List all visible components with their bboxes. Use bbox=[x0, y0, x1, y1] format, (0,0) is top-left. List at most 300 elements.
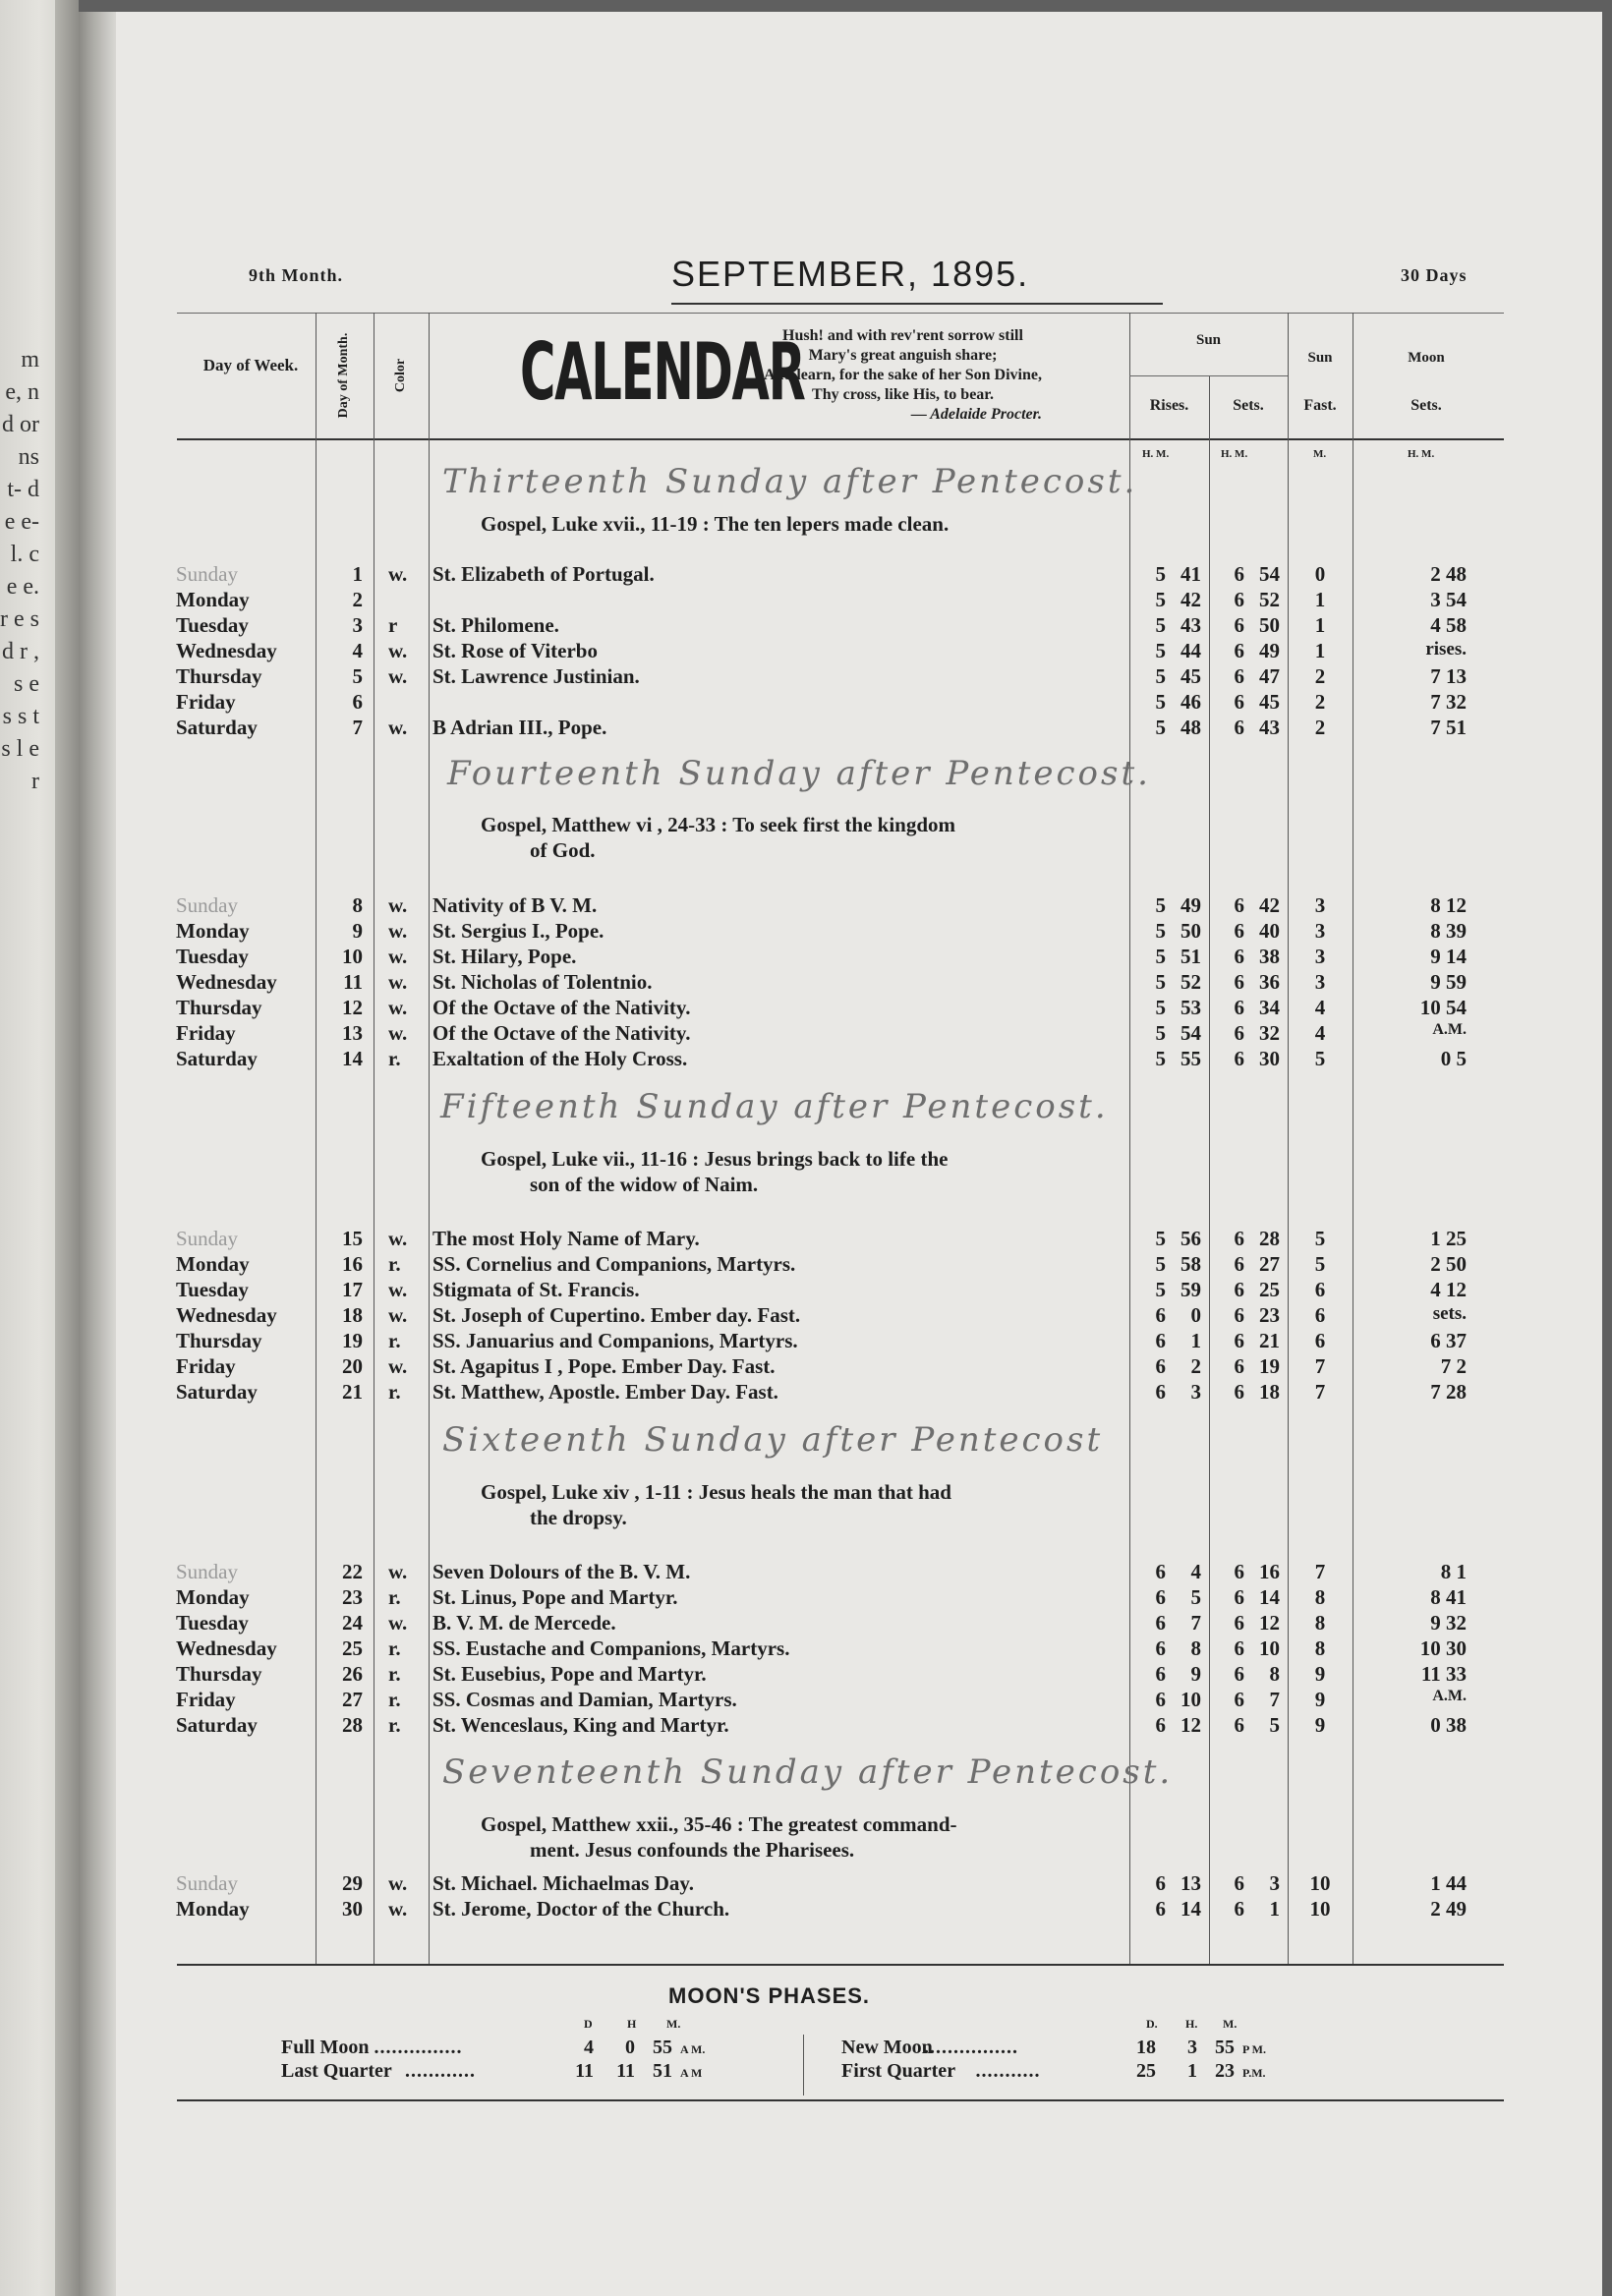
sunrise-hour: 6 bbox=[1155, 1585, 1166, 1609]
liturgical-color: w. bbox=[388, 996, 408, 1019]
sunset-minute: 30 bbox=[1259, 1047, 1280, 1070]
gospel-line: son of the widow of Naim. bbox=[530, 1173, 759, 1196]
sun-fast: 9 bbox=[1314, 1713, 1326, 1737]
sunset-hour: 6 bbox=[1234, 1560, 1244, 1583]
feast-name: Exaltation of the Holy Cross. bbox=[432, 1047, 688, 1070]
day-of-week: Wednesday bbox=[176, 1636, 277, 1660]
sets-units: H. M. bbox=[1221, 448, 1248, 460]
sunset-minute: 23 bbox=[1259, 1303, 1280, 1327]
sun-sets-header: Sets. bbox=[1233, 397, 1264, 414]
calendar-row bbox=[79, 1713, 1602, 1739]
sunrise-minute: 56 bbox=[1180, 1227, 1201, 1250]
day-of-month: 17 bbox=[342, 1278, 363, 1301]
moon-sets: 0 5 bbox=[1440, 1047, 1467, 1070]
calendar-row bbox=[79, 1871, 1602, 1897]
feast-name: SS. Cornelius and Companions, Martyrs. bbox=[432, 1252, 796, 1276]
day-of-week: Saturday bbox=[176, 1380, 258, 1404]
phase-h: 0 bbox=[625, 2037, 635, 2058]
liturgical-color: w. bbox=[388, 562, 408, 586]
liturgical-color: r. bbox=[388, 1380, 401, 1404]
sunrise-minute: 54 bbox=[1180, 1021, 1201, 1045]
sunrise-hour: 6 bbox=[1155, 1560, 1166, 1583]
day-of-week: Thursday bbox=[176, 1662, 262, 1686]
calendar-row bbox=[79, 613, 1602, 639]
calendar-page bbox=[79, 12, 1602, 2296]
sunrise-minute: 58 bbox=[1180, 1252, 1201, 1276]
liturgical-color: w. bbox=[388, 1227, 408, 1250]
calendar-row bbox=[79, 945, 1602, 970]
sunrise-minute: 52 bbox=[1180, 970, 1201, 994]
day-of-week: Wednesday bbox=[176, 970, 277, 994]
moon-sets: 6 37 bbox=[1430, 1329, 1467, 1352]
feast-name: Stigmata of St. Francis. bbox=[432, 1278, 640, 1301]
feast-name: St. Lawrence Justinian. bbox=[432, 664, 640, 688]
sunset-minute: 50 bbox=[1259, 613, 1280, 637]
sunset-hour: 6 bbox=[1234, 639, 1244, 662]
sun-fast: 6 bbox=[1314, 1329, 1326, 1352]
sun-fast: 10 bbox=[1309, 1897, 1331, 1921]
day-of-week-header: Day of Week. bbox=[202, 356, 299, 374]
phase-ampm: P.M. bbox=[1242, 2066, 1266, 2080]
moon-sets: 9 14 bbox=[1430, 945, 1467, 968]
moon-sets: A.M. bbox=[1432, 1688, 1467, 1704]
day-of-month: 7 bbox=[352, 716, 363, 739]
sun-fast-header-top: Sun bbox=[1307, 350, 1333, 366]
sun-fast: 3 bbox=[1314, 970, 1326, 994]
moon-sets: 9 32 bbox=[1430, 1611, 1467, 1635]
sunset-hour: 6 bbox=[1234, 1636, 1244, 1660]
sun-fast: 1 bbox=[1314, 588, 1326, 611]
calendar-row bbox=[79, 1047, 1602, 1072]
phase-unit-h: H. bbox=[1185, 2017, 1198, 2031]
feast-name: St. Michael. Michaelmas Day. bbox=[432, 1871, 694, 1895]
sunset-hour: 6 bbox=[1234, 1380, 1244, 1404]
day-of-month: 15 bbox=[342, 1227, 363, 1250]
day-of-month: 1 bbox=[352, 562, 363, 586]
sun-fast: 7 bbox=[1314, 1380, 1326, 1404]
sun-fast: 0 bbox=[1314, 562, 1326, 586]
day-of-week: Thursday bbox=[176, 664, 262, 688]
sunset-minute: 12 bbox=[1259, 1611, 1280, 1635]
liturgical-color: w. bbox=[388, 919, 408, 943]
phase-name: Full Moon bbox=[281, 2037, 370, 2058]
feast-name: St. Philomene. bbox=[432, 613, 559, 637]
phase-m: 55 bbox=[653, 2037, 672, 2058]
sunrise-minute: 44 bbox=[1180, 639, 1201, 662]
liturgical-color: w. bbox=[388, 1303, 408, 1327]
sunrise-hour: 6 bbox=[1155, 1329, 1166, 1352]
sun-fast: 3 bbox=[1314, 945, 1326, 968]
sunset-hour: 6 bbox=[1234, 716, 1244, 739]
day-of-week: Thursday bbox=[176, 996, 262, 1019]
phase-m: 51 bbox=[653, 2060, 672, 2082]
day-of-month: 18 bbox=[342, 1303, 363, 1327]
calendar-row bbox=[79, 1897, 1602, 1923]
moon-sets: 8 39 bbox=[1430, 919, 1467, 943]
sunset-minute: 36 bbox=[1259, 970, 1280, 994]
sunset-minute: 8 bbox=[1269, 1662, 1280, 1686]
phase-h: 11 bbox=[616, 2060, 635, 2082]
feast-name: The most Holy Name of Mary. bbox=[432, 1227, 700, 1250]
sunset-minute: 40 bbox=[1259, 919, 1280, 943]
day-of-month: 21 bbox=[342, 1380, 363, 1404]
sunrise-minute: 50 bbox=[1180, 919, 1201, 943]
moon-sets: A.M. bbox=[1432, 1021, 1467, 1038]
feast-name: Of the Octave of the Nativity. bbox=[432, 996, 691, 1019]
sunrise-hour: 6 bbox=[1155, 1713, 1166, 1737]
day-of-week: Wednesday bbox=[176, 1303, 277, 1327]
feast-name: SS. Cosmas and Damian, Martyrs. bbox=[432, 1688, 737, 1711]
sunset-minute: 18 bbox=[1259, 1380, 1280, 1404]
sunset-hour: 6 bbox=[1234, 1047, 1244, 1070]
sun-fast: 8 bbox=[1314, 1611, 1326, 1635]
calendar-row bbox=[79, 1278, 1602, 1303]
day-of-month: 3 bbox=[352, 613, 363, 637]
sunset-minute: 32 bbox=[1259, 1021, 1280, 1045]
moon-sets: 2 50 bbox=[1430, 1252, 1467, 1276]
sunrise-minute: 13 bbox=[1180, 1871, 1201, 1895]
day-of-month: 25 bbox=[342, 1636, 363, 1660]
feast-name: SS. Eustache and Companions, Martyrs. bbox=[432, 1636, 790, 1660]
sunrise-hour: 6 bbox=[1155, 1636, 1166, 1660]
adjacent-page-letters: m e, n d or ns t- d e e- l. c e e. r e s d r , s e s s t s l e r bbox=[0, 347, 39, 794]
feast-name: St. Wenceslaus, King and Martyr. bbox=[432, 1713, 729, 1737]
feast-name: St. Matthew, Apostle. Ember Day. Fast. bbox=[432, 1380, 778, 1404]
sunrise-minute: 53 bbox=[1180, 996, 1201, 1019]
calendar-row bbox=[79, 970, 1602, 996]
moon-sets: 8 1 bbox=[1440, 1560, 1467, 1583]
sun-fast: 7 bbox=[1314, 1560, 1326, 1583]
sunrise-minute: 10 bbox=[1180, 1688, 1201, 1711]
liturgical-color: w. bbox=[388, 716, 408, 739]
sun-fast: 9 bbox=[1314, 1688, 1326, 1711]
day-of-month: 6 bbox=[352, 690, 363, 714]
sunset-hour: 6 bbox=[1234, 1897, 1244, 1921]
calendar-row bbox=[79, 690, 1602, 716]
calendar-row bbox=[79, 562, 1602, 588]
day-of-week: Sunday bbox=[176, 562, 238, 586]
day-of-week: Saturday bbox=[176, 1047, 258, 1070]
sunrise-hour: 5 bbox=[1155, 1278, 1166, 1301]
gospel-line: the dropsy. bbox=[530, 1506, 627, 1529]
day-of-month: 2 bbox=[352, 588, 363, 611]
phase-unit-d: D. bbox=[1146, 2017, 1158, 2031]
sunset-minute: 7 bbox=[1269, 1688, 1280, 1711]
sunrise-hour: 5 bbox=[1155, 945, 1166, 968]
sun-fast: 1 bbox=[1314, 613, 1326, 637]
liturgical-color: w. bbox=[388, 970, 408, 994]
liturgical-color: r. bbox=[388, 1636, 401, 1660]
phase-name: New Moon bbox=[841, 2037, 933, 2058]
sunrise-hour: 6 bbox=[1155, 1611, 1166, 1635]
feast-name: St. Elizabeth of Portugal. bbox=[432, 562, 655, 586]
sunrise-minute: 59 bbox=[1180, 1278, 1201, 1301]
calendar-row bbox=[79, 1329, 1602, 1354]
sunrise-hour: 6 bbox=[1155, 1380, 1166, 1404]
sun-header: Sun bbox=[1195, 332, 1222, 348]
sun-fast: 4 bbox=[1314, 1021, 1326, 1045]
day-of-week: Monday bbox=[176, 1897, 250, 1921]
sunset-hour: 6 bbox=[1234, 996, 1244, 1019]
calendar-row bbox=[79, 996, 1602, 1021]
sunset-hour: 6 bbox=[1234, 1329, 1244, 1352]
sunset-hour: 6 bbox=[1234, 613, 1244, 637]
sunset-minute: 25 bbox=[1259, 1278, 1280, 1301]
sunrise-hour: 5 bbox=[1155, 1047, 1166, 1070]
leader-dots: ............... bbox=[374, 2037, 463, 2058]
sunset-minute: 5 bbox=[1269, 1713, 1280, 1737]
day-of-week: Tuesday bbox=[176, 1278, 249, 1301]
calendar-row bbox=[79, 1560, 1602, 1585]
liturgical-color: r. bbox=[388, 1329, 401, 1352]
day-of-month: 14 bbox=[342, 1047, 363, 1070]
sunset-hour: 6 bbox=[1234, 1688, 1244, 1711]
moon-sets: 4 58 bbox=[1430, 613, 1467, 637]
sunrise-hour: 5 bbox=[1155, 919, 1166, 943]
sunset-hour: 6 bbox=[1234, 1662, 1244, 1686]
sunday-title: Fourteenth Sunday after Pentecost. bbox=[447, 754, 1151, 793]
day-of-week: Friday bbox=[176, 1354, 236, 1378]
sun-fast: 6 bbox=[1314, 1278, 1326, 1301]
leader-dots: ................ bbox=[924, 2037, 1018, 2058]
day-of-week: Monday bbox=[176, 1252, 250, 1276]
moon-sets: 7 28 bbox=[1430, 1380, 1467, 1404]
sun-fast: 8 bbox=[1314, 1636, 1326, 1660]
day-of-week: Monday bbox=[176, 919, 250, 943]
sunset-hour: 6 bbox=[1234, 562, 1244, 586]
moon-sets: 4 12 bbox=[1430, 1278, 1467, 1301]
moon-sets: sets. bbox=[1432, 1303, 1467, 1324]
sunrise-hour: 5 bbox=[1155, 1252, 1166, 1276]
calendar-row bbox=[79, 588, 1602, 613]
calendar-row bbox=[79, 1252, 1602, 1278]
liturgical-color: r. bbox=[388, 1252, 401, 1276]
day-of-month: 20 bbox=[342, 1354, 363, 1378]
sunrise-hour: 5 bbox=[1155, 1021, 1166, 1045]
day-of-week: Wednesday bbox=[176, 639, 277, 662]
poem-line: Hush! and with rev'rent sorrow still bbox=[782, 327, 1023, 344]
sun-fast: 3 bbox=[1314, 893, 1326, 917]
sunset-minute: 47 bbox=[1259, 664, 1280, 688]
phase-unit-m: M. bbox=[1223, 2017, 1238, 2031]
sunrise-hour: 6 bbox=[1155, 1662, 1166, 1686]
liturgical-color: w. bbox=[388, 1021, 408, 1045]
day-of-week: Sunday bbox=[176, 1560, 238, 1583]
sunset-minute: 49 bbox=[1259, 639, 1280, 662]
calendar-row bbox=[79, 1303, 1602, 1329]
leader-dots: ........... bbox=[975, 2060, 1041, 2082]
day-of-week: Monday bbox=[176, 1585, 250, 1609]
day-of-month: 24 bbox=[342, 1611, 363, 1635]
sunrise-hour: 5 bbox=[1155, 588, 1166, 611]
day-of-month: 30 bbox=[342, 1897, 363, 1921]
day-of-month: 8 bbox=[352, 893, 363, 917]
gospel-line: Gospel, Matthew xxii., 35-46 : The greatest command- bbox=[481, 1812, 957, 1836]
sunrise-minute: 14 bbox=[1180, 1897, 1201, 1921]
sunset-hour: 6 bbox=[1234, 970, 1244, 994]
day-of-week: Friday bbox=[176, 1688, 236, 1711]
liturgical-color: w. bbox=[388, 664, 408, 688]
liturgical-color: r. bbox=[388, 1662, 401, 1686]
feast-name: B Adrian III., Pope. bbox=[432, 716, 607, 739]
sunrise-minute: 7 bbox=[1190, 1611, 1201, 1635]
sun-fast: 2 bbox=[1314, 664, 1326, 688]
day-of-month: 4 bbox=[352, 639, 363, 662]
liturgical-color: w. bbox=[388, 1611, 408, 1635]
day-of-month: 22 bbox=[342, 1560, 363, 1583]
gospel-line: Gospel, Luke vii., 11-16 : Jesus brings back to life the bbox=[481, 1147, 949, 1171]
liturgical-color: w. bbox=[388, 639, 408, 662]
poem-line: Mary's great anguish share; bbox=[808, 347, 998, 364]
calendar-row bbox=[79, 1380, 1602, 1406]
calendar-row bbox=[79, 716, 1602, 741]
sunset-minute: 42 bbox=[1259, 893, 1280, 917]
sunset-minute: 14 bbox=[1259, 1585, 1280, 1609]
moon-sets: 1 44 bbox=[1430, 1871, 1467, 1895]
day-of-week: Saturday bbox=[176, 1713, 258, 1737]
day-of-week: Friday bbox=[176, 690, 236, 714]
gospel-reading bbox=[481, 812, 955, 863]
sunset-minute: 45 bbox=[1259, 690, 1280, 714]
calendar-row bbox=[79, 1021, 1602, 1047]
liturgical-color: r. bbox=[388, 1585, 401, 1609]
sunrise-hour: 5 bbox=[1155, 613, 1166, 637]
moon-sets: 10 54 bbox=[1419, 996, 1467, 1019]
sunset-hour: 6 bbox=[1234, 1021, 1244, 1045]
gospel-reading bbox=[481, 1146, 948, 1197]
phase-d: 25 bbox=[1136, 2060, 1156, 2082]
day-of-month: 27 bbox=[342, 1688, 363, 1711]
sun-fast: 8 bbox=[1314, 1585, 1326, 1609]
sunrise-hour: 6 bbox=[1155, 1871, 1166, 1895]
calendar-row bbox=[79, 664, 1602, 690]
sunset-hour: 6 bbox=[1234, 919, 1244, 943]
sunrise-hour: 6 bbox=[1155, 1354, 1166, 1378]
moon-sets: 1 25 bbox=[1430, 1227, 1467, 1250]
day-of-month: 23 bbox=[342, 1585, 363, 1609]
day-of-week: Monday bbox=[176, 588, 250, 611]
sunrise-minute: 45 bbox=[1180, 664, 1201, 688]
sunrise-minute: 49 bbox=[1180, 893, 1201, 917]
sunrise-minute: 41 bbox=[1180, 562, 1201, 586]
sunset-hour: 6 bbox=[1234, 893, 1244, 917]
sunrise-minute: 12 bbox=[1180, 1713, 1201, 1737]
poem-author: — Adelaide Procter. bbox=[910, 406, 1042, 423]
day-of-week: Thursday bbox=[176, 1329, 262, 1352]
calendar-heading: CALENDAR bbox=[520, 326, 805, 418]
moon-sets: 7 32 bbox=[1430, 690, 1467, 714]
sunday-title: Thirteenth Sunday after Pentecost. bbox=[442, 462, 1138, 501]
phase-unit-d: D bbox=[584, 2017, 593, 2031]
sunrise-hour: 5 bbox=[1155, 970, 1166, 994]
day-of-week: Tuesday bbox=[176, 945, 249, 968]
sunrise-minute: 2 bbox=[1190, 1354, 1201, 1378]
month-number-label: 9th Month. bbox=[249, 265, 344, 285]
sun-fast: 5 bbox=[1314, 1252, 1326, 1276]
sun-fast: 5 bbox=[1314, 1047, 1326, 1070]
phase-d: 11 bbox=[575, 2060, 594, 2082]
phase-ampm: P M. bbox=[1242, 2042, 1266, 2056]
phase-ampm: A M. bbox=[680, 2042, 706, 2056]
sunset-hour: 6 bbox=[1234, 945, 1244, 968]
epigraph-poem bbox=[764, 326, 1042, 425]
feast-name: B. V. M. de Mercede. bbox=[432, 1611, 616, 1635]
sunset-hour: 6 bbox=[1234, 1354, 1244, 1378]
calendar-row bbox=[79, 1611, 1602, 1636]
day-of-week: Tuesday bbox=[176, 613, 249, 637]
sun-fast: 4 bbox=[1314, 996, 1326, 1019]
liturgical-color: w. bbox=[388, 1560, 408, 1583]
day-of-week: Sunday bbox=[176, 893, 238, 917]
sunset-hour: 6 bbox=[1234, 1871, 1244, 1895]
sunrise-hour: 6 bbox=[1155, 1897, 1166, 1921]
sunset-minute: 43 bbox=[1259, 716, 1280, 739]
calendar-row bbox=[79, 1227, 1602, 1252]
moon-sets: 11 33 bbox=[1420, 1662, 1467, 1686]
sunrise-hour: 5 bbox=[1155, 716, 1166, 739]
sunset-minute: 16 bbox=[1259, 1560, 1280, 1583]
feast-name: St. Nicholas of Tolentnio. bbox=[432, 970, 653, 994]
gospel-line: Gospel, Luke xiv , 1-11 : Jesus heals the man that had bbox=[481, 1480, 951, 1504]
sunrise-hour: 5 bbox=[1155, 893, 1166, 917]
poem-line: Thy cross, like His, to bear. bbox=[812, 386, 994, 403]
sunrise-minute: 51 bbox=[1180, 945, 1201, 968]
sunday-title: Sixteenth Sunday after Pentecost bbox=[442, 1420, 1104, 1460]
sunset-hour: 6 bbox=[1234, 1611, 1244, 1635]
moon-sets: 3 54 bbox=[1430, 588, 1467, 611]
sunrise-minute: 46 bbox=[1180, 690, 1201, 714]
day-of-month-header: Day of Month. bbox=[336, 332, 351, 419]
sunset-minute: 52 bbox=[1259, 588, 1280, 611]
liturgical-color: r. bbox=[388, 1047, 401, 1070]
day-of-month: 12 bbox=[342, 996, 363, 1019]
day-of-month: 11 bbox=[343, 970, 363, 994]
phase-unit-m: M. bbox=[666, 2017, 681, 2031]
phase-unit-h: H bbox=[627, 2017, 637, 2031]
day-of-month: 10 bbox=[342, 945, 363, 968]
feast-name: St. Jerome, Doctor of the Church. bbox=[432, 1897, 730, 1921]
sun-fast: 9 bbox=[1314, 1662, 1326, 1686]
day-of-week: Sunday bbox=[176, 1227, 238, 1250]
sunrise-hour: 5 bbox=[1155, 664, 1166, 688]
moon-sets: 9 59 bbox=[1430, 970, 1467, 994]
rises-units: H. M. bbox=[1142, 448, 1170, 460]
liturgical-color: w. bbox=[388, 1354, 408, 1378]
sunset-hour: 6 bbox=[1234, 1713, 1244, 1737]
sunrise-hour: 6 bbox=[1155, 1688, 1166, 1711]
phase-d: 4 bbox=[584, 2037, 594, 2058]
day-of-month: 26 bbox=[342, 1662, 363, 1686]
gospel-line: of God. bbox=[530, 838, 596, 862]
liturgical-color: w. bbox=[388, 945, 408, 968]
phase-m: 23 bbox=[1215, 2060, 1235, 2082]
sun-fast: 3 bbox=[1314, 919, 1326, 943]
sunset-hour: 6 bbox=[1234, 1585, 1244, 1609]
sunrise-minute: 5 bbox=[1190, 1585, 1201, 1609]
gospel-line: Gospel, Matthew vi , 24-33 : To seek first the kingdom bbox=[481, 813, 955, 836]
sunset-minute: 1 bbox=[1269, 1897, 1280, 1921]
moon-sets: 7 13 bbox=[1430, 664, 1467, 688]
fast-units: M. bbox=[1313, 448, 1327, 460]
calendar-row bbox=[79, 1354, 1602, 1380]
sunrise-minute: 48 bbox=[1180, 716, 1201, 739]
sunrise-minute: 8 bbox=[1190, 1636, 1201, 1660]
moon-sets: 2 48 bbox=[1430, 562, 1467, 586]
calendar-row bbox=[79, 1662, 1602, 1688]
liturgical-color: w. bbox=[388, 1897, 408, 1921]
sun-fast: 7 bbox=[1314, 1354, 1326, 1378]
leader-dots: ............ bbox=[405, 2060, 476, 2082]
